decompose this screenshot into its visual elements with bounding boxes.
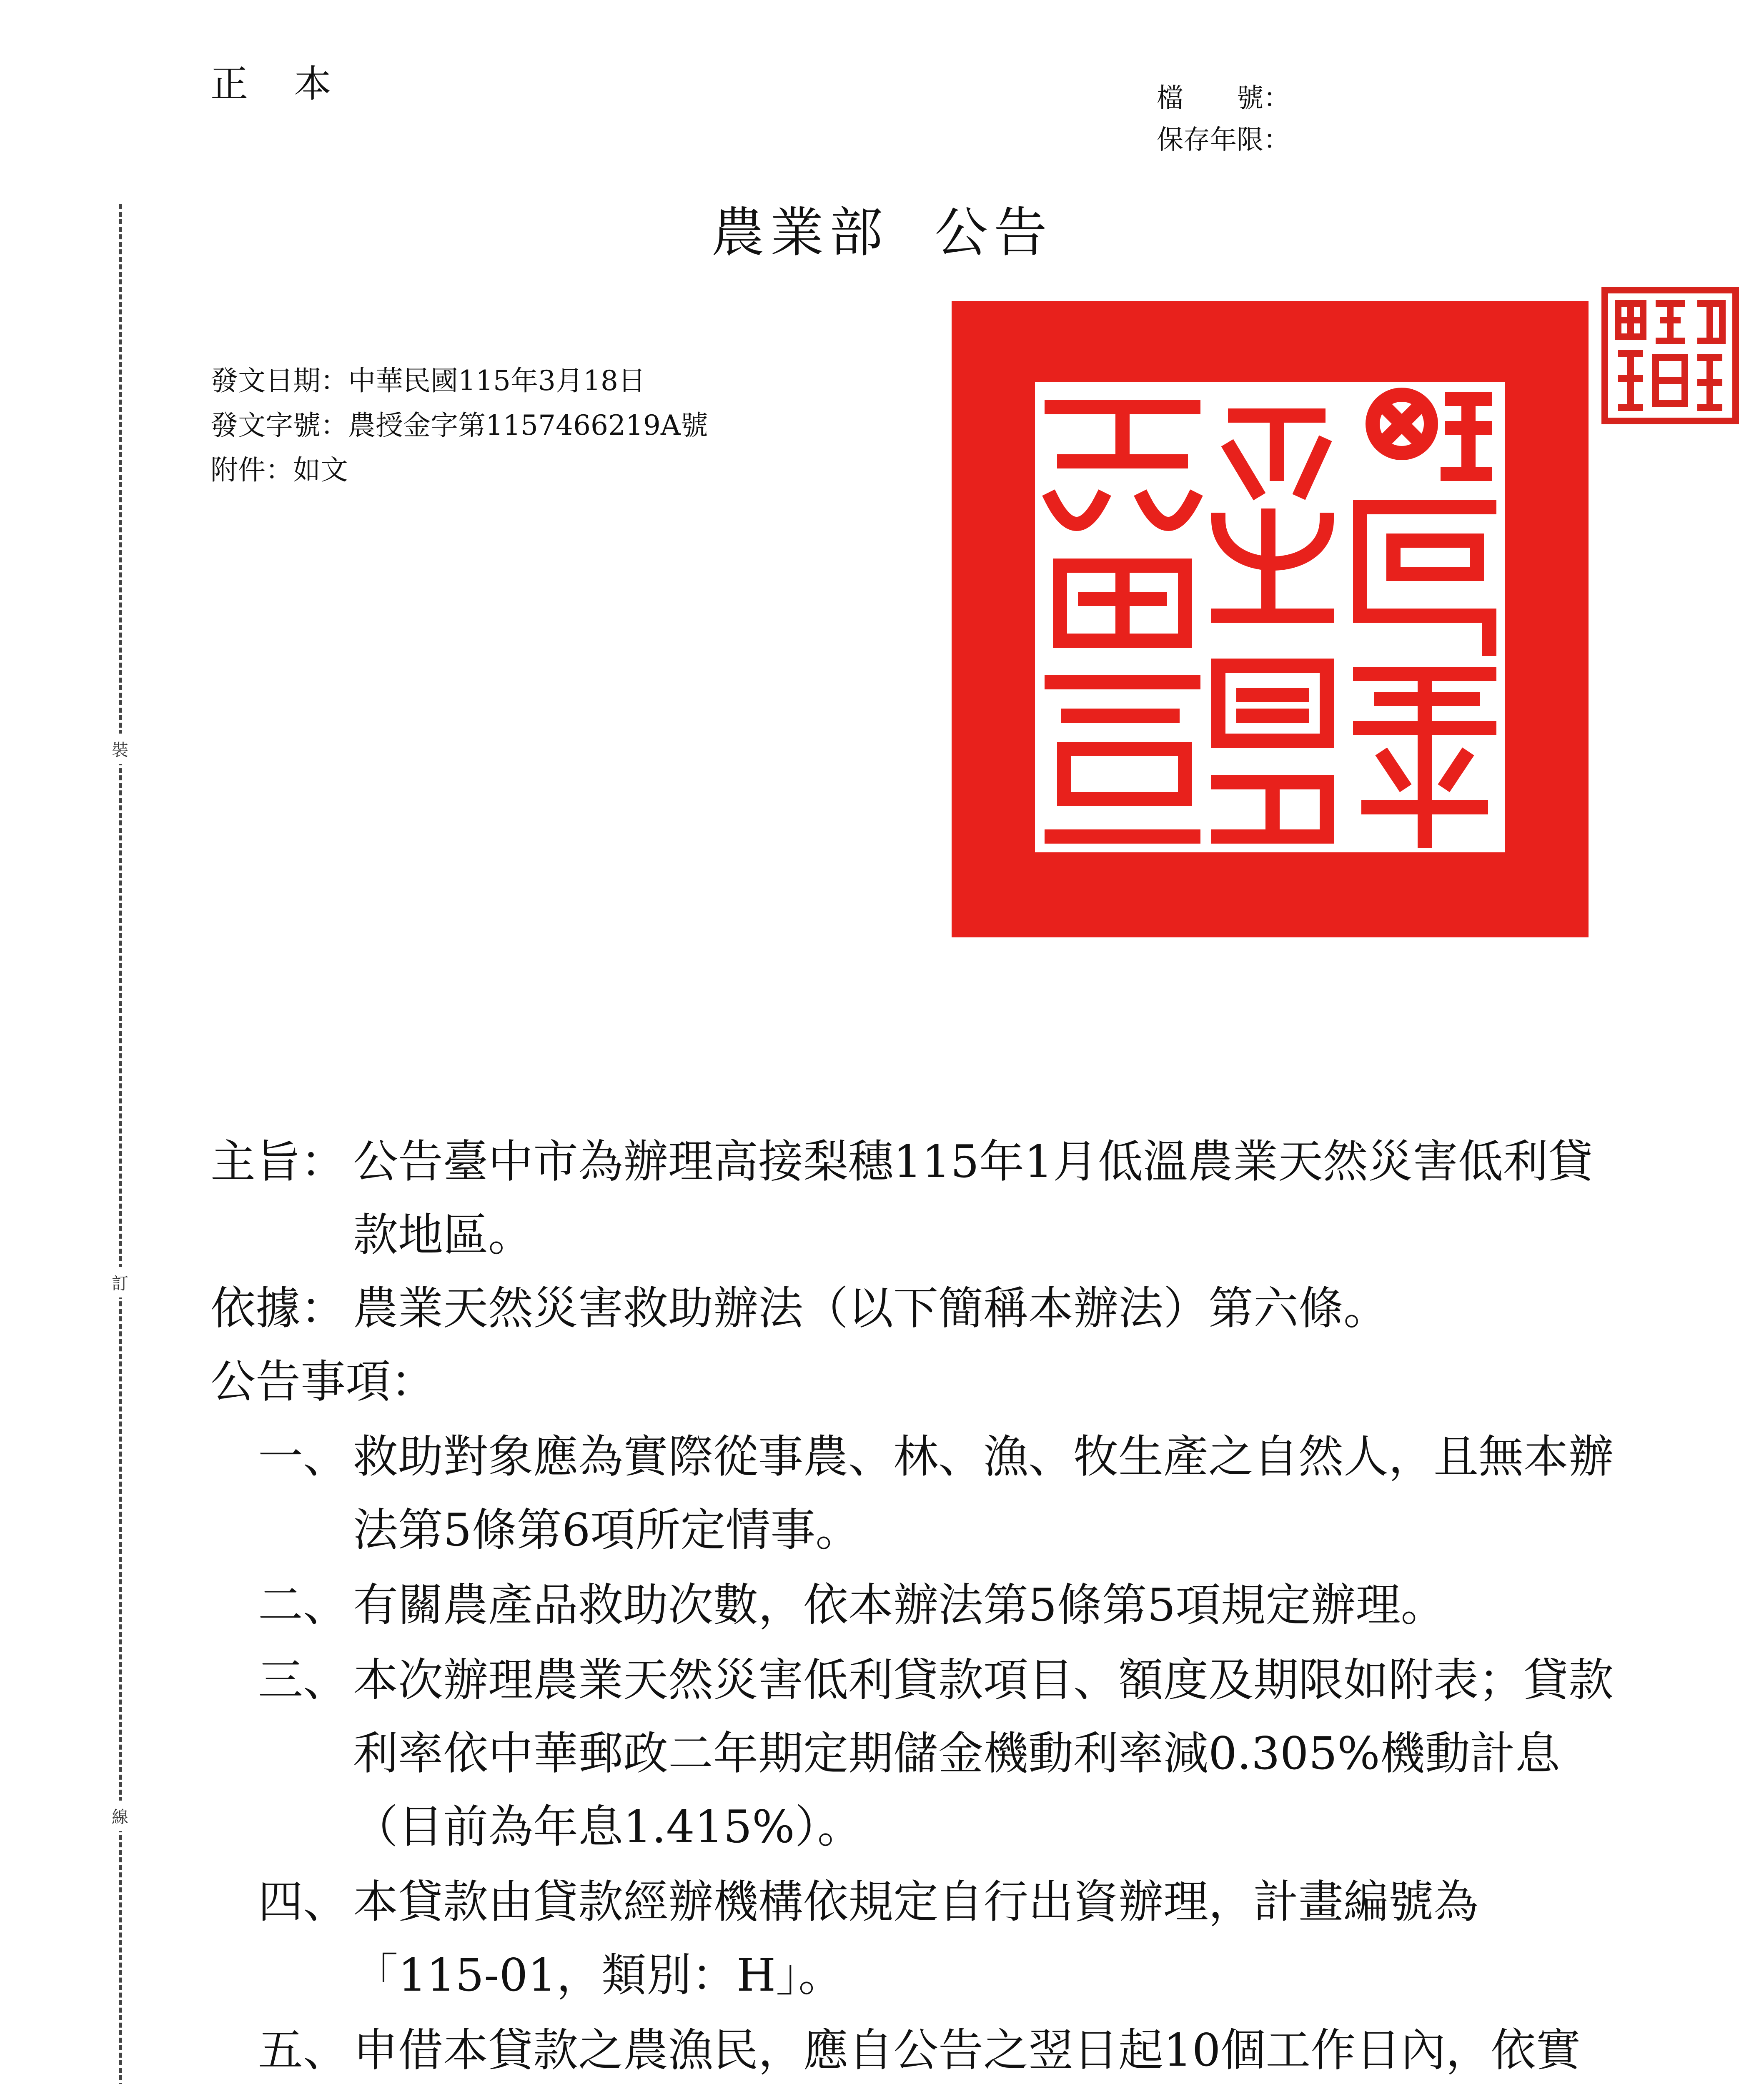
small-seal [1601, 287, 1739, 424]
item-number: 五、 [258, 2024, 348, 2076]
list-item [210, 1644, 1619, 1864]
file-number-label: 檔 號： [1157, 83, 1290, 114]
item-number: 二、 [258, 1579, 348, 1631]
attachment-note: 附件：如文 [210, 454, 348, 486]
document-type: 公告 [935, 202, 1053, 264]
basis-paragraph [210, 1272, 1619, 1345]
org-name: 農業部 [711, 202, 889, 264]
list-item [210, 1866, 1619, 2012]
item-number: 三、 [258, 1654, 348, 1706]
item-text: 本次辦理農業天然災害低利貸款項目、額度及期限如附表；貸款利率依中華郵政二年期定期儲金機動利率減0.305%機動計息（目前為年息1.415%）。 [353, 1654, 1614, 1853]
file-meta [1157, 78, 1290, 161]
issue-info [210, 358, 708, 492]
official-seal [952, 301, 1589, 937]
list-item [210, 2014, 1619, 2084]
copy-label: 正本 [210, 62, 377, 106]
small-seal-glyphs [1601, 287, 1739, 424]
list-item [210, 1420, 1619, 1567]
basis-label: 依據： [210, 1282, 346, 1335]
item-number: 一、 [258, 1431, 348, 1483]
subject-text: 公告臺中市為辦理高接梨穗115年1月低溫農業天然災害低利貸款地區。 [353, 1136, 1593, 1261]
items-heading: 公告事項： [210, 1356, 436, 1408]
subject-paragraph [210, 1125, 1619, 1272]
subject-label: 主旨： [210, 1136, 346, 1188]
item-text: 本貸款由貸款經辦機構依規定自行出資辦理，計畫編號為「115-01，類別：H」。 [353, 1876, 1479, 2001]
binding-mark-bind: 裝 [108, 734, 133, 764]
binding-mark-line: 線 [108, 1801, 133, 1831]
item-number: 四、 [258, 1876, 348, 1928]
binding-mark-staple: 訂 [108, 1267, 133, 1297]
announcement-body [210, 1125, 1619, 2084]
item-text: 有關農產品救助次數，依本辦法第5條第5項規定辦理。 [353, 1579, 1446, 1631]
list-item [210, 1569, 1619, 1642]
item-text: 申借本貸款之農漁民，應自公告之翌日起10個工作日內，依實 [353, 2024, 1581, 2076]
basis-text: 農業天然災害救助辦法（以下簡稱本辦法）第六條。 [353, 1282, 1389, 1335]
issue-number: 發文字號：農授金字第1157466219A號 [210, 409, 708, 441]
item-text: 救助對象應為實際從事農、林、漁、牧生產之自然人，且無本辦法第5條第6項所定情事。 [353, 1431, 1614, 1556]
issue-date: 發文日期：中華民國115年3月18日 [210, 365, 646, 397]
seal-script-glyphs [1035, 382, 1505, 852]
retention-label: 保存年限： [1157, 125, 1290, 155]
page-title [0, 190, 1764, 266]
seal-inner-field [1035, 382, 1505, 852]
